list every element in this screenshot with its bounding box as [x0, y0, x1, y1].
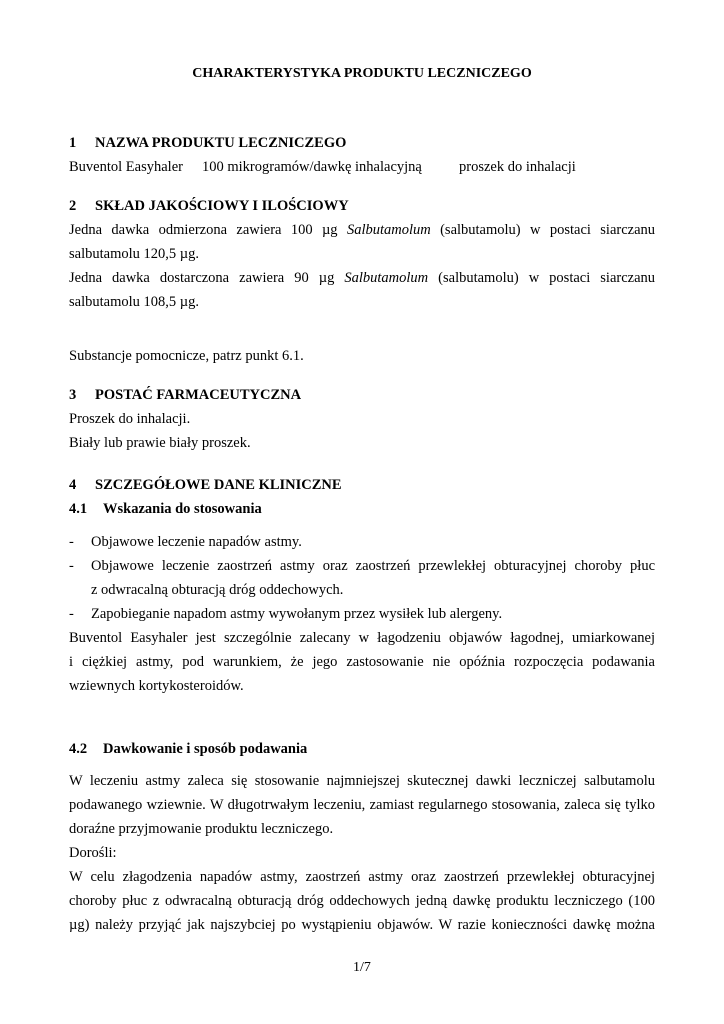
section-1	[69, 131, 655, 179]
list-item: - Objawowe leczenie napadów astmy.	[69, 534, 302, 550]
excipients-note: Substancje pomocnicze, patrz punkt 6.1.	[69, 348, 304, 364]
list-item: - Objawowe leczenie zaostrzeń astmy oraz zaostrzeń przewlekłej obturacyjnej choroby płuc	[69, 558, 655, 574]
composition-text-line: Jedna dawka odmierzona zawiera 100 µg Salbutamolum (salbutamolu) w postaci siarczanu	[69, 222, 656, 238]
section-2-heading	[69, 194, 655, 218]
subsection-4-2	[69, 737, 655, 761]
subsection-title: Dawkowanie i sposób podawania	[103, 741, 308, 757]
section-4-heading	[69, 473, 655, 497]
section-1-heading	[69, 131, 655, 155]
section-title: SKŁAD JAKOŚCIOWY I ILOŚCIOWY	[95, 198, 349, 214]
dosage-line: choroby płuc z odwracalną obturacją dróg oddechowych jedną dawkę produktu leczniczego (100	[69, 893, 655, 909]
subsection-4-2-heading	[69, 737, 655, 761]
section-4	[69, 473, 655, 521]
page-number: 1/7	[353, 960, 371, 975]
product-name: Buventol Easyhaler	[69, 159, 183, 175]
composition-text-line: salbutamolu 108,5 µg.	[69, 294, 199, 310]
dosage-line: podawanego wziewnie. W długotrwałym leczeniu, zamiast regularnego stosowania, zaleca się tylko	[69, 797, 655, 813]
indications-list	[69, 530, 655, 698]
section-number: 1	[69, 135, 77, 151]
section-title: SZCZEGÓŁOWE DANE KLINICZNE	[95, 477, 342, 493]
composition-text-line: salbutamolu 120,5 µg.	[69, 246, 199, 262]
adults-label: Dorośli:	[69, 845, 117, 861]
latin-name: Salbutamolum	[344, 270, 429, 286]
product-strength: 100 mikrogramów/dawkę inhalacyjną	[202, 159, 422, 175]
composition-text-line: Jedna dawka dostarczona zawiera 90 µg Salbutamolum (salbutamolu) w postaci siarczanu	[69, 270, 656, 286]
list-item-continuation: z odwracalną obturacją dróg oddechowych.	[91, 582, 344, 598]
indication-paragraph-line: wziewnych kortykosteroidów.	[69, 678, 244, 694]
section-title: NAZWA PRODUKTU LECZNICZEGO	[95, 135, 347, 151]
section-number: 3	[69, 387, 77, 403]
dosage-text	[69, 769, 655, 937]
subsection-number: 4.1	[69, 501, 88, 517]
dosage-line: W leczeniu astmy zaleca się stosowanie najmniejszej skutecznej dawki leczniczej salbutamolu	[69, 773, 655, 789]
form-text-line: Biały lub prawie biały proszek.	[69, 435, 251, 451]
subsection-title: Wskazania do stosowania	[103, 501, 262, 517]
dosage-line: doraźne przyjmowanie produktu leczniczego.	[69, 821, 334, 837]
section-number: 2	[69, 198, 77, 214]
section-2	[69, 194, 655, 314]
indication-paragraph-line: Buventol Easyhaler jest szczególnie zalecany w łagodzeniu objawów łagodnej, umiarkowanej	[69, 630, 655, 646]
product-form: proszek do inhalacji	[459, 159, 576, 175]
section-number: 4	[69, 477, 77, 493]
document-title: CHARAKTERYSTYKA PRODUKTU LECZNICZEGO	[192, 66, 532, 81]
latin-name: Salbutamolum	[346, 222, 431, 238]
section-3	[69, 383, 655, 455]
product-name-line	[69, 155, 655, 179]
subsection-number: 4.2	[69, 741, 88, 757]
dosage-line: µg) należy przyjąć jak najszybciej po wystąpieniu objawów. W razie konieczności dawkę można	[69, 917, 655, 933]
form-text-line: Proszek do inhalacji.	[69, 411, 191, 427]
section-title: POSTAĆ FARMACEUTYCZNA	[95, 387, 302, 403]
indication-paragraph-line: i ciężkiej astmy, pod warunkiem, że jego zastosowanie nie opóźnia rozpoczęcia podawania	[69, 654, 655, 670]
section-3-heading	[69, 383, 655, 407]
subsection-4-1-heading	[69, 497, 655, 521]
dosage-line: W celu złagodzenia napadów astmy, zaostrzeń astmy oraz zaostrzeń przewlekłej obturacyjnej	[69, 869, 655, 885]
list-item: - Zapobieganie napadom astmy wywołanym przez wysiłek lub alergeny.	[69, 606, 503, 622]
